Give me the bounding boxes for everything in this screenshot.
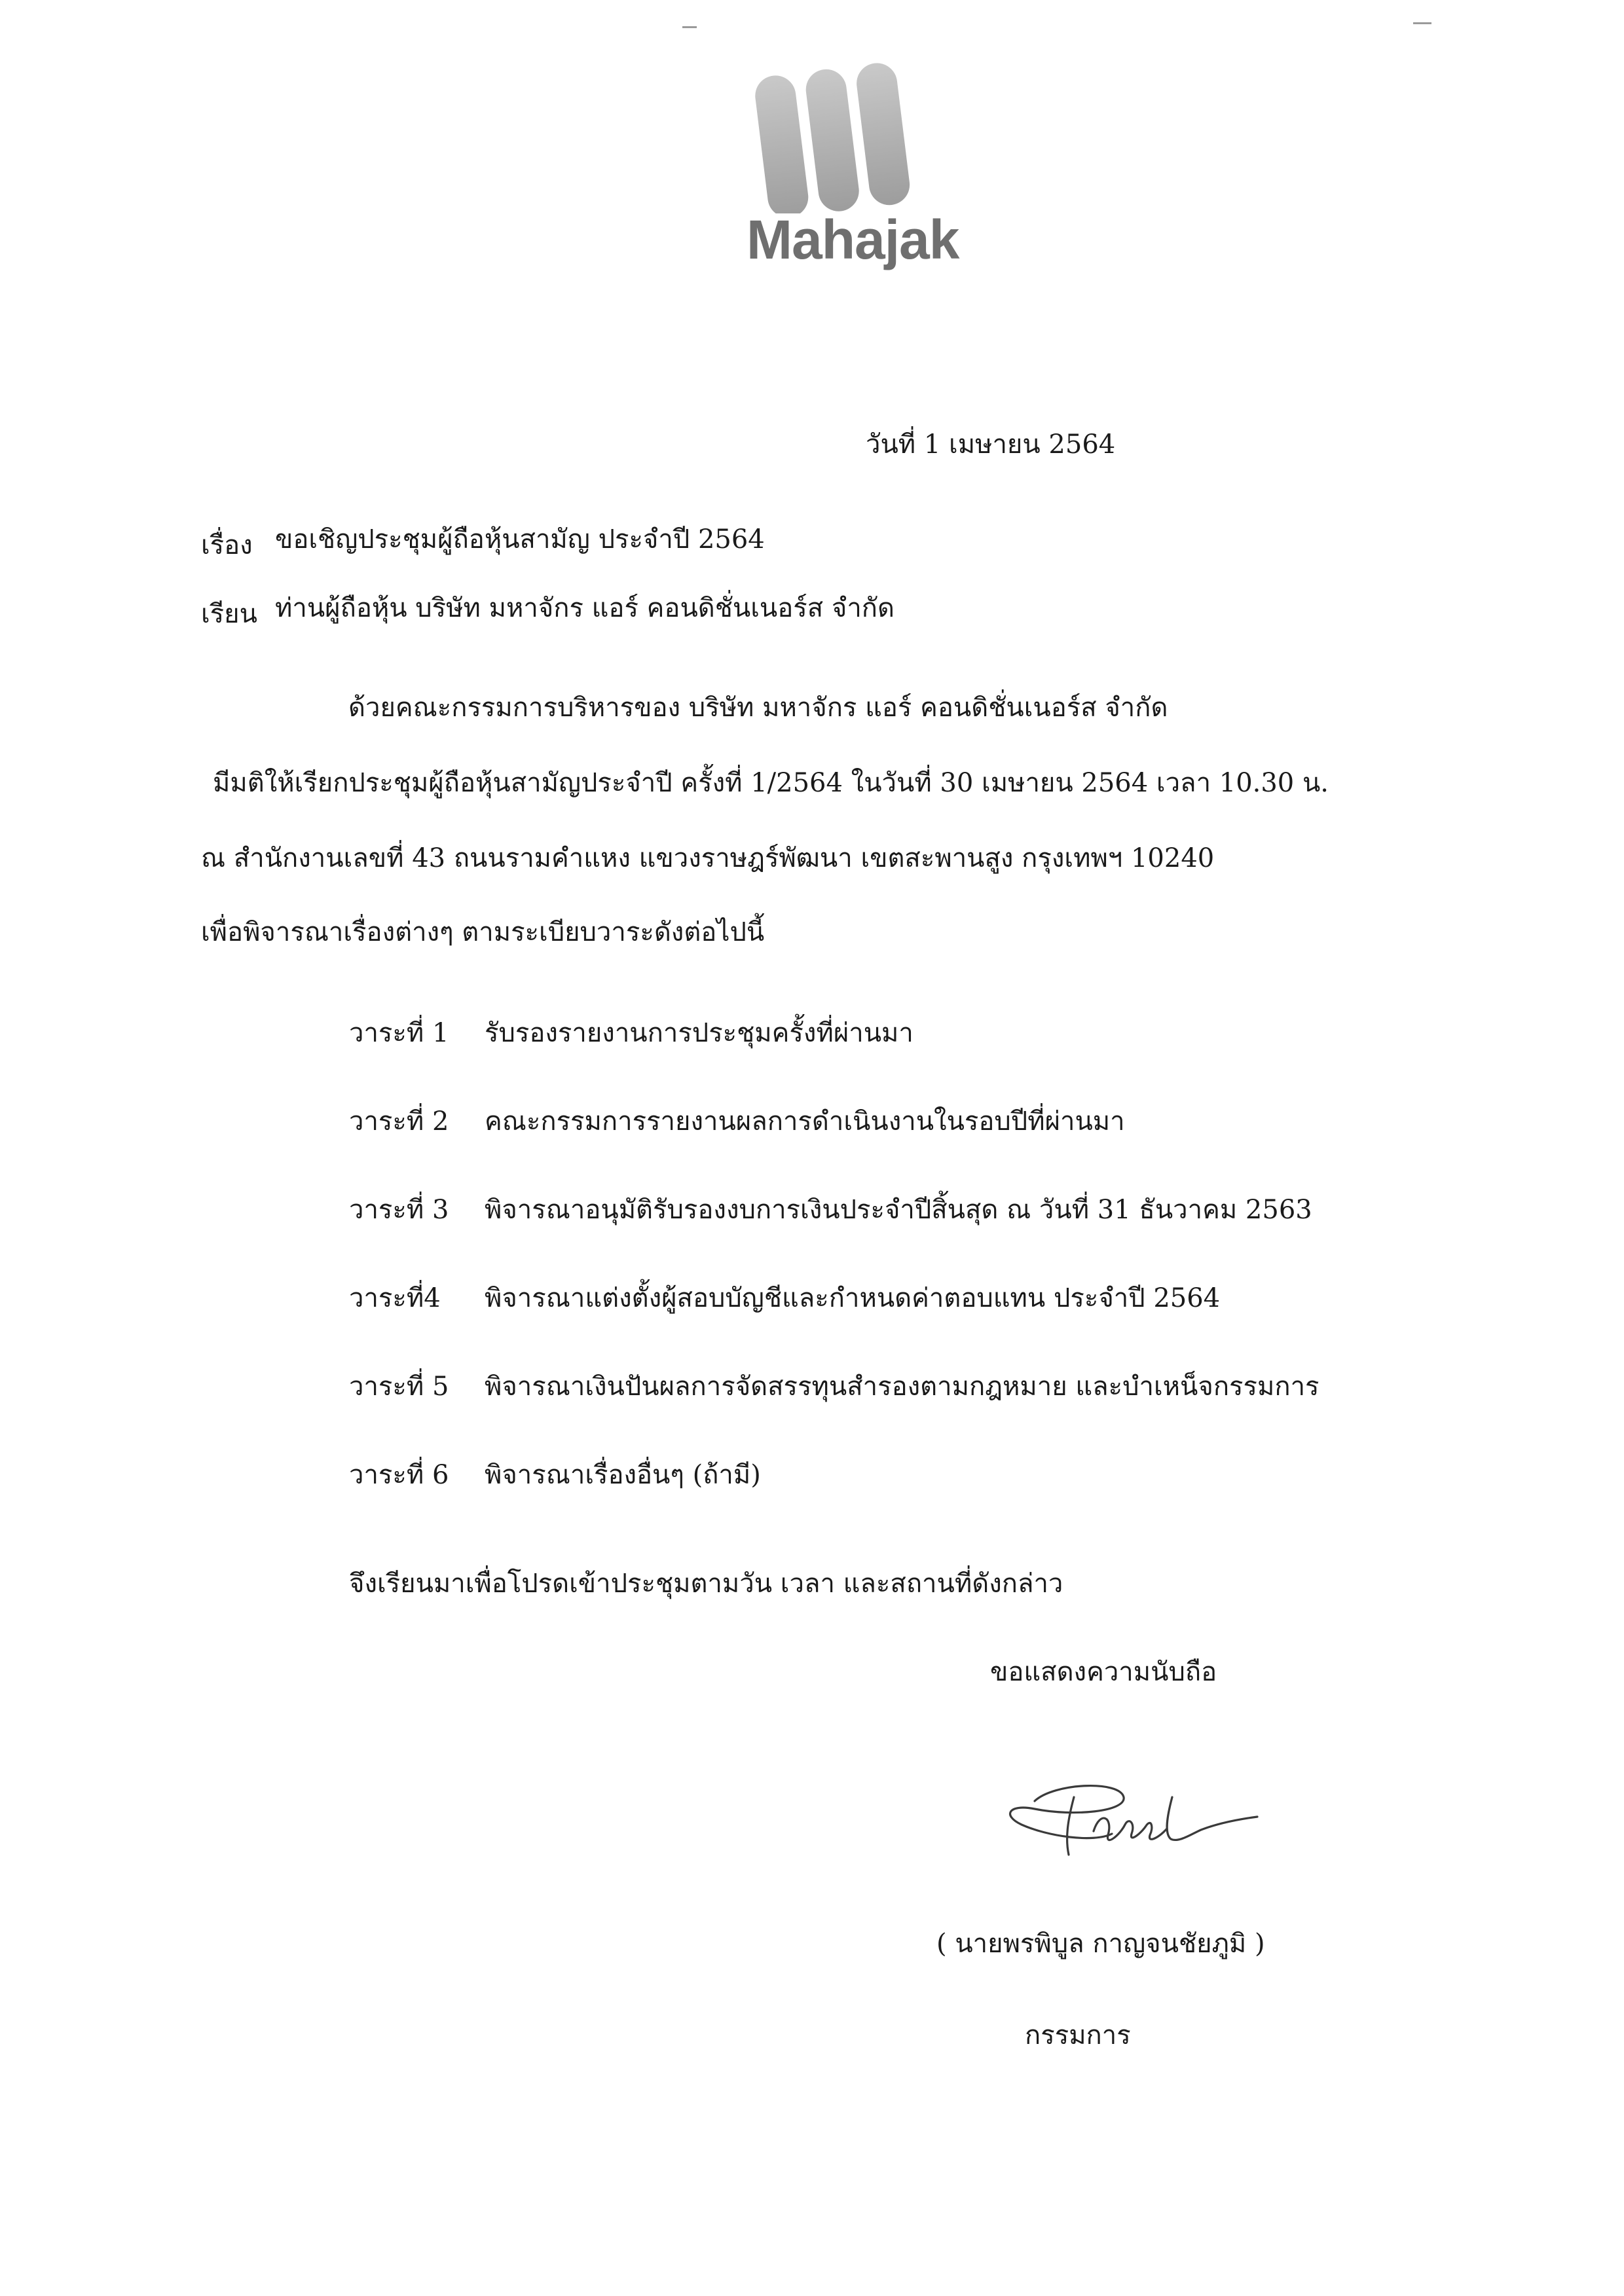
handwritten-signature-icon [995,1771,1270,1876]
agenda-text: พิจารณาแต่งตั้งผู้สอบบัญชีและกำหนดค่าตอบแทน ประจำปี 2564 [485,1283,1221,1313]
agenda-text: รับรองรายงานการประชุมครั้งที่ผ่านมา [485,1018,913,1048]
recipient-text: ท่านผู้ถือหุ้น บริษัท มหาจักร แอร์ คอนดิชั่นเนอร์ส จำกัด [275,593,895,623]
letter-date: วันที่ 1 เมษายน 2564 [866,429,1116,460]
agenda-number: วาระที่ 6 [349,1460,449,1490]
signature-image [995,1771,1270,1876]
subject-label: เรื่อง [201,530,253,560]
agenda-text: พิจารณาเรื่องอื่นๆ (ถ้ามี) [485,1460,761,1490]
body-line-3: ณ สำนักงานเลขที่ 43 ถนนรามคำแหง แขวงราษฎร์พัฒนา เขตสะพานสูง กรุงเทพฯ 10240 [201,843,1215,873]
agenda-number: วาระที่ 3 [349,1195,449,1225]
signatory-title: กรรมการ [1025,2020,1131,2050]
signatory-name: ( นายพรพิบูล กาญจนชัยภูมิ ) [936,1929,1265,1959]
agenda-text: พิจารณาเงินปันผลการจัดสรรทุนสำรองตามกฎหมาย และบำเหน็จกรรมการ [485,1372,1320,1402]
agenda-text: พิจารณาอนุมัติรับรองงบการเงินประจำปีสิ้นสุด ณ วันที่ 31 ธันวาคม 2563 [485,1195,1312,1225]
scan-mark [682,26,697,28]
agenda-number: วาระที่ 5 [349,1372,449,1402]
mahajak-stripes-logo-icon [745,63,955,213]
recipient-label: เรียน [201,599,257,629]
regards-line: ขอแสดงความนับถือ [990,1657,1217,1687]
closing-line: จึงเรียนมาเพื่อโปรดเข้าประชุมตามวัน เวลา และสถานที่ดังกล่าว [349,1569,1063,1599]
subject-text: ขอเชิญประชุมผู้ถือหุ้นสามัญ ประจำปี 2564 [275,524,765,555]
scan-mark [1413,22,1431,24]
agenda-number: วาระที่4 [349,1283,441,1313]
agenda-number: วาระที่ 2 [349,1106,449,1137]
brand-name: Mahajak [747,209,959,270]
agenda-number: วาระที่ 1 [349,1018,449,1048]
body-line-4: เพื่อพิจารณาเรื่องต่างๆ ตามระเบียบวาระดังต่อไปนี้ [201,917,765,947]
body-line-1: ด้วยคณะกรรมการบริหารของ บริษัท มหาจักร แอร์ คอนดิชั่นเนอร์ส จำกัด [348,693,1168,723]
agenda-text: คณะกรรมการรายงานผลการดำเนินงานในรอบปีที่ผ่านมา [485,1106,1125,1137]
body-line-2: มีมติให้เรียกประชุมผู้ถือหุ้นสามัญประจำปี ครั้งที่ 1/2564 ในวันที่ 30 เมษายน 2564 เวลา 10.30 น. [213,768,1329,798]
